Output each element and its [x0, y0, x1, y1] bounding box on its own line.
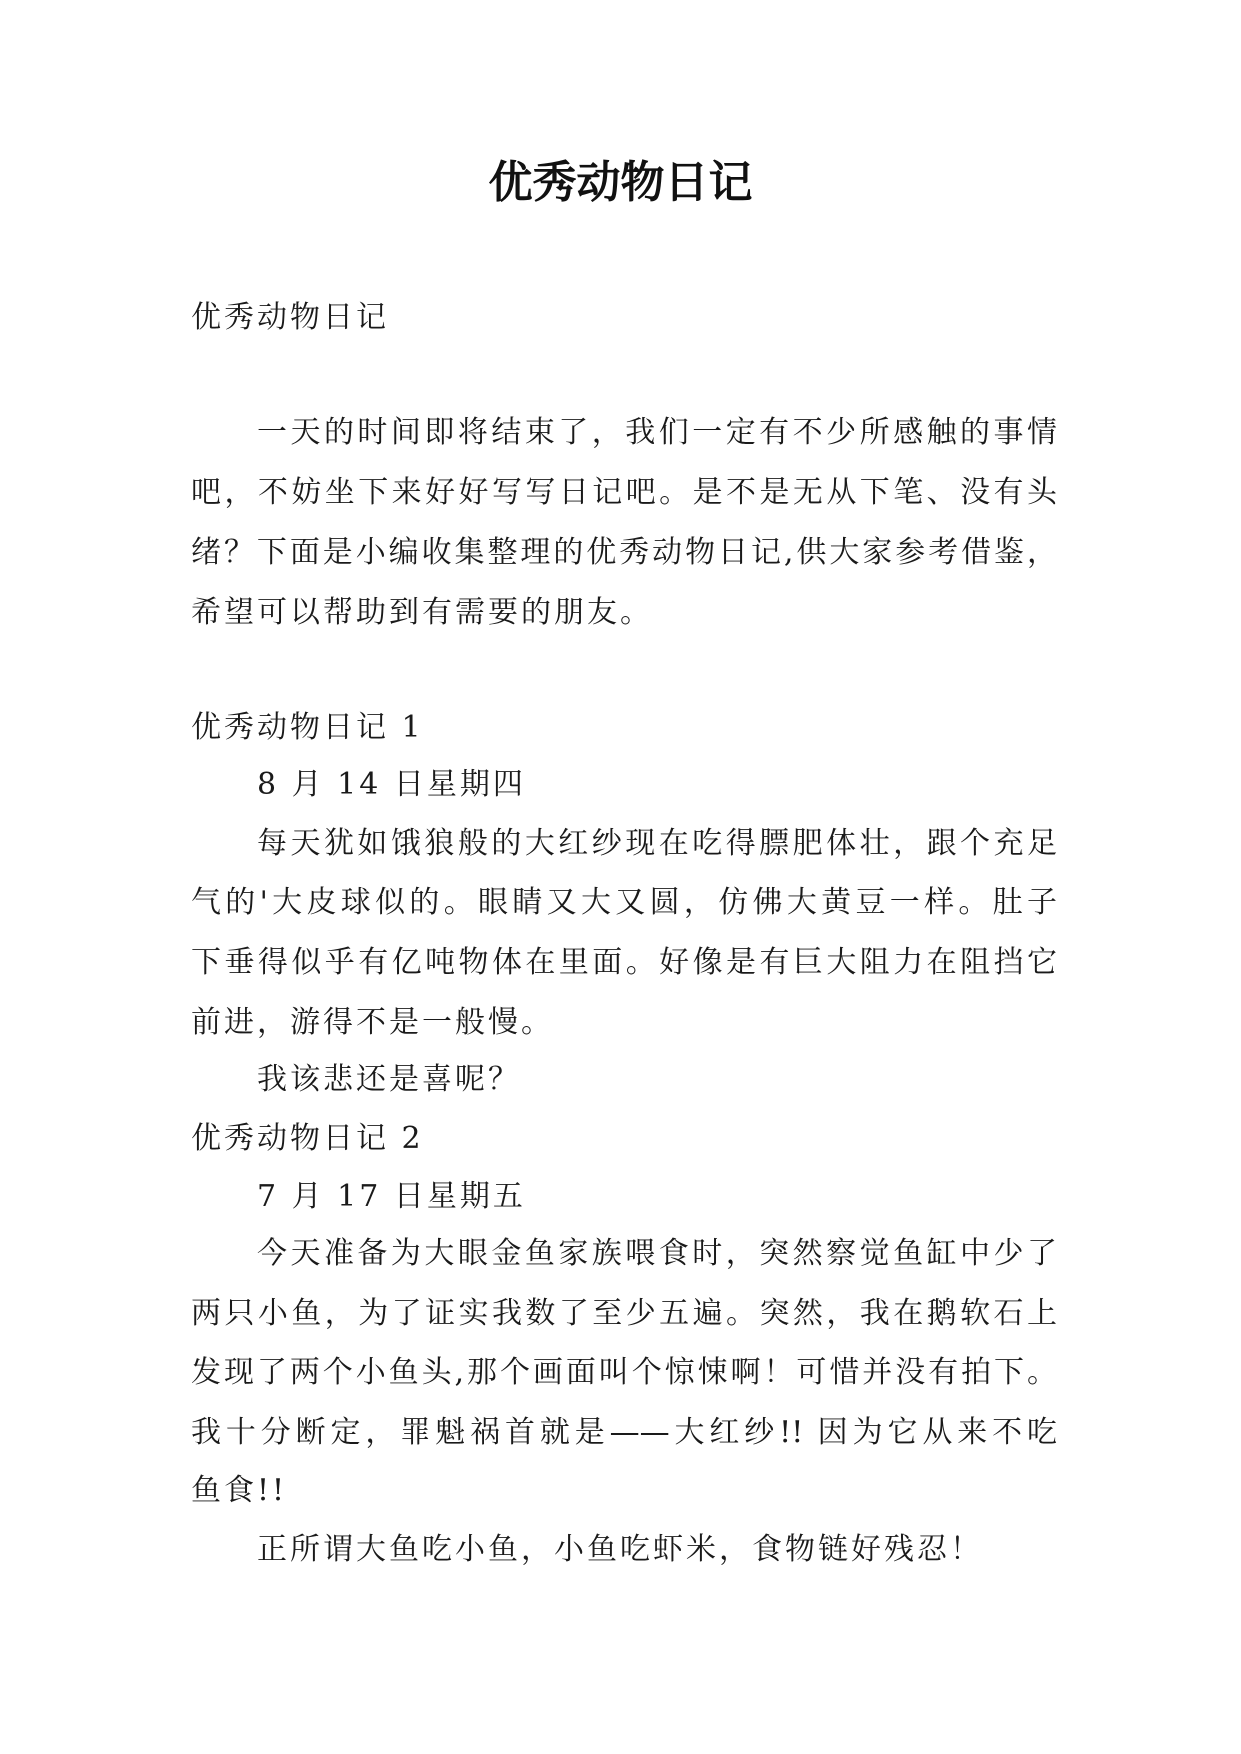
entry-closing: 正所谓大鱼吃小鱼，小鱼吃虾米，食物链好残忍！ — [257, 1532, 983, 1567]
entry-date: 7 月 17 日星期五 — [257, 1179, 526, 1214]
entry-heading: 优秀动物日记 2 — [191, 1121, 424, 1156]
entry-body-line: 我十分断定，罪魁祸首就是——大红纱!! 因为它从来不吃 — [191, 1415, 1057, 1450]
intro-line: 希望可以帮助到有需要的朋友。 — [191, 595, 653, 630]
entry-body-line: 下垂得似乎有亿吨物体在里面。好像是有巨大阻力在阻挡它 — [191, 945, 1057, 980]
entry-body-line: 今天准备为大眼金鱼家族喂食时，突然察觉鱼缸中少了 — [257, 1236, 1057, 1271]
entry-body-line: 每天犹如饿狼般的大红纱现在吃得膘肥体壮，跟个充足 — [257, 826, 1057, 861]
entry-body-line: 气的'大皮球似的。眼睛又大又圆，仿佛大黄豆一样。肚子 — [191, 885, 1057, 920]
intro-line: 绪？下面是小编收集整理的优秀动物日记,供大家参考借鉴， — [191, 535, 1057, 570]
entry-body-line: 两只小鱼，为了证实我数了至少五遍。突然，我在鹅软石上 — [191, 1296, 1057, 1331]
entry-heading: 优秀动物日记 1 — [191, 710, 424, 745]
intro-line: 吧，不妨坐下来好好写写日记吧。是不是无从下笔、没有头 — [191, 475, 1057, 510]
document-subtitle: 优秀动物日记 — [191, 300, 389, 335]
entry-body-line: 鱼食!! — [191, 1473, 288, 1508]
document-title: 优秀动物日记 — [488, 157, 753, 208]
entry-body-line: 前进，游得不是一般慢。 — [191, 1005, 554, 1040]
entry-body-line: 发现了两个小鱼头,那个画面叫个惊悚啊！可惜并没有拍下。 — [191, 1355, 1057, 1390]
intro-line: 一天的时间即将结束了，我们一定有不少所感触的事情 — [257, 415, 1057, 450]
entry-closing: 我该悲还是喜呢？ — [257, 1062, 521, 1097]
entry-date: 8 月 14 日星期四 — [257, 767, 526, 802]
